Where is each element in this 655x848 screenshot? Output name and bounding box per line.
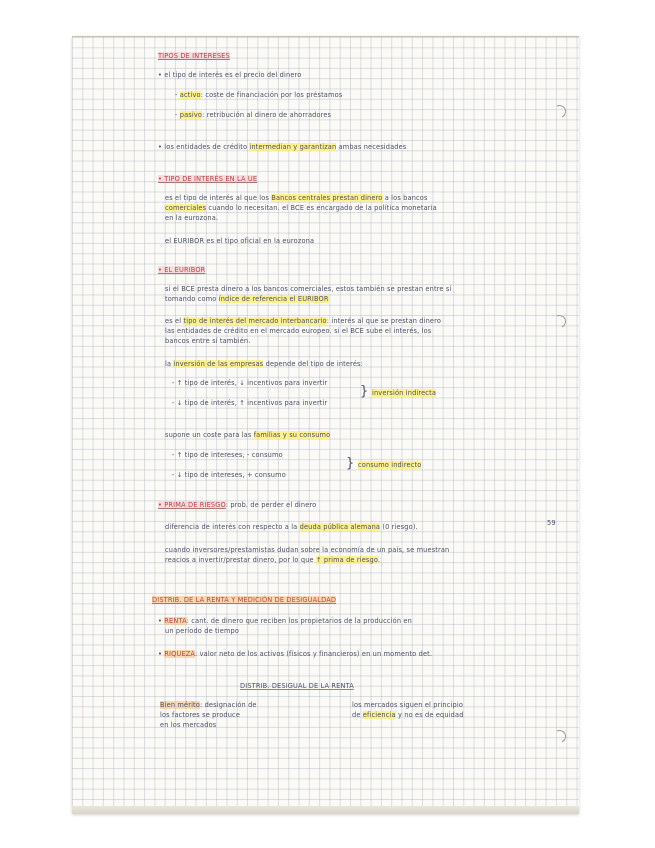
dash: -	[175, 111, 180, 119]
note-line: - ↓ tipo de interés, ↑ incentivos para invertir	[172, 399, 328, 407]
title-text: TIPOS DE INTERESES	[158, 52, 230, 60]
note-line	[372, 389, 436, 399]
text: supone un coste para las	[165, 431, 254, 439]
text: ambas necesidades	[336, 143, 407, 151]
text: • los entidades de crédito	[158, 143, 250, 151]
note-line	[160, 701, 257, 711]
highlight-term: familias y su consumo	[253, 431, 331, 439]
note-line	[158, 143, 406, 153]
page-bottom-edge	[72, 806, 579, 814]
text: : coste de financiación por los préstamos	[200, 91, 343, 99]
text: y no es de equidad	[395, 711, 464, 719]
note-line: - ↓ tipo de intereses, + consumo	[172, 471, 286, 479]
highlight-term: comerciales	[165, 204, 207, 212]
text: cuando lo necesitan. el BCE es encargado de la política monetaria	[206, 204, 437, 212]
section-title-ue	[158, 175, 257, 185]
text: diferencia de interés con respecto a la	[165, 523, 300, 531]
highlight-term: activo	[179, 91, 201, 99]
note-line: - ↑ tipo de intereses, - consumo	[172, 451, 283, 459]
text: : prob. de perder el dinero	[225, 501, 317, 509]
note-line: el EURIBOR es el tipo oficial en la eurozona	[165, 237, 315, 245]
highlight-term: RENTA	[164, 617, 187, 625]
note-line	[358, 461, 421, 471]
note-line: los mercados siguen el principio	[352, 701, 464, 709]
text: : valor neto de los activos (físicos y financieros) en un momento det.	[194, 650, 433, 658]
note-line	[165, 556, 380, 566]
highlight-term: inversión de las empresas	[173, 360, 264, 368]
section-title-distrib-desigual: DISTRIB. DESIGUAL DE LA RENTA	[240, 682, 354, 690]
title-text: DISTRIB. DE LA RENTA Y MEDICIÓN DE DESIGUALDAD	[152, 596, 337, 604]
note-line	[165, 360, 363, 370]
text: tomando como	[165, 295, 219, 303]
note-line	[165, 317, 441, 327]
note-line	[165, 194, 428, 204]
text: a los bancos	[382, 194, 428, 202]
section-title-tipos-intereses	[158, 52, 230, 62]
highlight-term: inversión indirecta	[372, 389, 437, 397]
note-line	[158, 650, 432, 660]
section-title-euribor	[158, 266, 205, 276]
note-line: un período de tiempo	[165, 627, 240, 635]
notebook-page	[72, 36, 579, 814]
section-title-distrib-renta	[152, 596, 336, 606]
dash: -	[175, 91, 180, 99]
note-line	[158, 617, 412, 627]
text: : interés al que se prestan dinero	[326, 317, 442, 325]
text: .	[377, 556, 381, 564]
text: : cant. de dinero que reciben los propietarios de la producción en	[186, 617, 412, 625]
note-line: bancos entre sí también.	[165, 337, 251, 345]
text: •	[158, 650, 165, 658]
text: depende del tipo de interés:	[263, 360, 363, 368]
note-line	[175, 111, 331, 121]
title-text: • EL EURIBOR	[158, 266, 206, 274]
text: es el tipo de interés al que los	[165, 194, 272, 202]
highlight-term: deuda pública alemana	[299, 523, 381, 531]
highlight-term: eficiencia	[362, 711, 396, 719]
note-line	[352, 711, 464, 721]
brace-icon: }	[346, 456, 355, 471]
text: : retribución al dinero de ahorradores	[202, 111, 332, 119]
note-line: las entidades de crédito en el mercado europeo. si el BCE sube el interés, los	[165, 327, 432, 335]
note-line: cuando inversores/prestamistas dudan sobre la economía de un país, se muestran	[165, 546, 450, 554]
text: es el	[165, 317, 184, 325]
title-text: • PRIMA DE RIESGO	[158, 501, 226, 509]
note-line	[165, 204, 437, 214]
highlight-term: índice de referencia el EURIBOR	[218, 295, 329, 303]
note-line	[175, 91, 342, 101]
note-line	[165, 523, 418, 533]
text: reacios a invertir/prestar dinero, por lo que	[165, 556, 316, 564]
text: la	[165, 360, 174, 368]
note-line: en la eurozona.	[165, 214, 219, 222]
text: : designación de	[199, 701, 257, 709]
highlight-term: intermedian y garantizan	[249, 143, 337, 151]
text: •	[158, 617, 165, 625]
highlight-term: consumo indirecto	[358, 461, 422, 469]
note-line	[165, 295, 329, 305]
note-line	[165, 431, 330, 441]
highlight-term: pasivo	[179, 111, 203, 119]
highlight-term: RIQUEZA	[164, 650, 195, 658]
highlight-term: ↑ prima de riesgo	[315, 556, 378, 564]
margin-mark: 59	[547, 519, 556, 527]
note-line: en los mercados	[160, 721, 217, 729]
text: (0 riesgo).	[380, 523, 418, 531]
note-line: - ↑ tipo de interés, ↓ incentivos para invertir	[172, 379, 328, 387]
highlight-term: tipo de interés del mercado interbancario	[183, 317, 327, 325]
brace-icon: }	[360, 384, 369, 399]
section-title-prima-riesgo	[158, 501, 316, 511]
note-line: • el tipo de interés es el precio del dinero	[158, 71, 302, 79]
highlight-term: Bancos centrales prestan dinero	[271, 194, 383, 202]
title-text: • TIPO DE INTERÉS EN LA UE	[158, 175, 258, 183]
note-line: los factores se produce	[160, 711, 241, 719]
highlight-term: Bien mérito	[160, 701, 200, 709]
text: de	[352, 711, 363, 719]
note-line: si el BCE presta dinero a los bancos comerciales, estos también se prestan entre sí	[165, 285, 452, 293]
